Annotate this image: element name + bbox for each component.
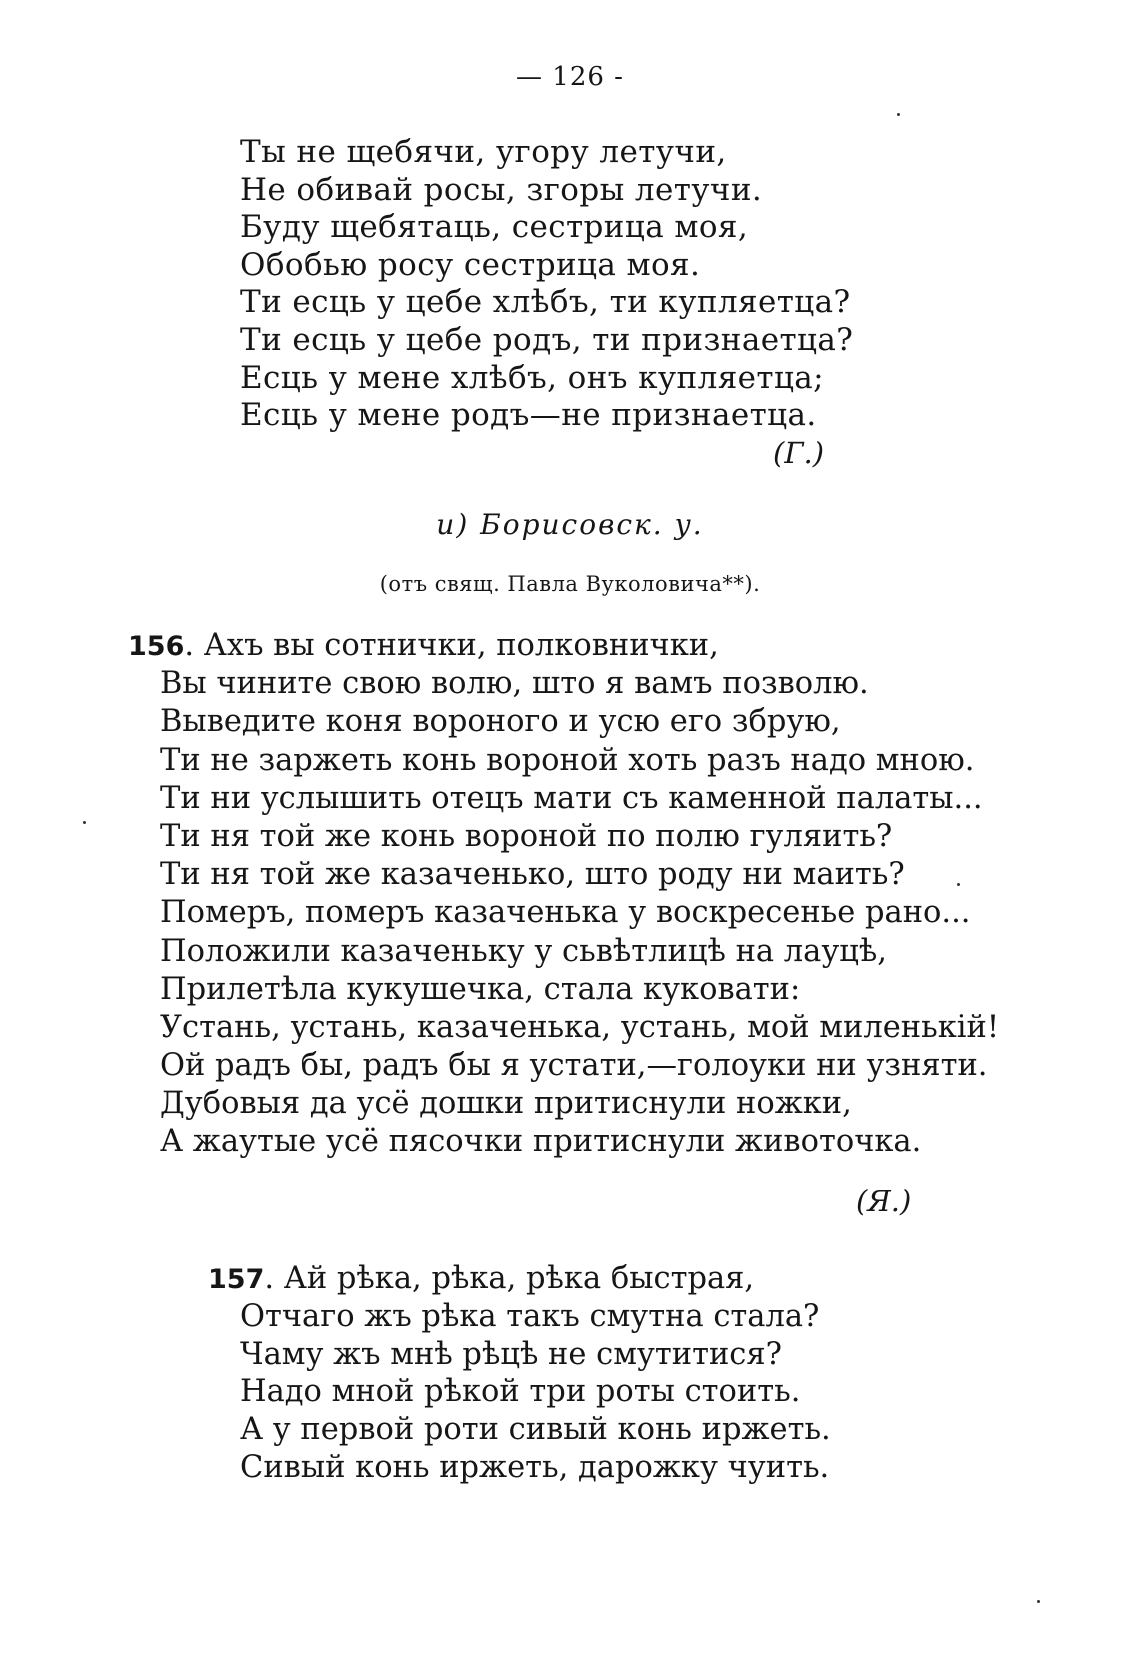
verse-line: Сивый конь иржеть, дарожку чуить.	[240, 1449, 830, 1485]
scan-speck	[83, 821, 86, 824]
verse-line: Ти есць у цебе хлѣбъ, ти купляетца?	[240, 284, 851, 321]
verse-line: Положили казаченьку у сьвѣтлицѣ на лауцѣ,	[160, 933, 887, 969]
verse-line: Ой радъ бы, радъ бы я устати,—голоуки ни узняти.	[160, 1048, 988, 1084]
stanza-1	[240, 134, 853, 435]
source-attribution: (Г.)	[773, 436, 825, 470]
section-heading: и) Борисовск. у.	[436, 508, 704, 541]
verse-line: Отчаго жъ рѣка такъ смутна стала?	[240, 1298, 820, 1334]
scan-speck	[1037, 1600, 1040, 1603]
song-156	[128, 627, 999, 1162]
verse-line: Буду щебятаць, сестрица моя,	[240, 209, 749, 246]
verse-line: А жаутые усё пясочки притиснули животочка.	[160, 1124, 922, 1160]
scan-speck	[897, 113, 900, 116]
verse-line: Устань, устань, казаченька, устань, мой миленькій!	[160, 1009, 1000, 1045]
verse-line: Выведите коня вороного и усю его збрую,	[160, 704, 841, 740]
verse-line: . Ай рѣка, рѣка, рѣка быстрая,	[264, 1261, 755, 1296]
verse-line: Прилетѣла кукушечка, стала куковати:	[160, 971, 801, 1007]
song-first-line	[208, 1260, 831, 1298]
section-subheading: (отъ свящ. Павла Вуколовича**).	[379, 572, 761, 596]
verse-line: Дубовыя да усё дошки притиснули ножки,	[160, 1086, 852, 1122]
verse-line: Обобью росу сестрица моя.	[240, 246, 701, 283]
song-157	[208, 1260, 831, 1487]
verse-line: Ти не заржеть конь вороной хоть разъ надо мною.	[160, 742, 975, 778]
verse-line: . Ахъ вы сотнички, полковнички,	[184, 628, 719, 663]
verse-line: Надо мной рѣкой три роты стоить.	[240, 1374, 801, 1410]
verse-line: Не обивай росы, згоры летучи.	[240, 171, 763, 208]
verse-line: А у первой роти сивый конь иржеть.	[240, 1412, 831, 1448]
song-first-line	[128, 627, 999, 665]
verse-line: Ти есць у цебе родъ, ти признаетца?	[240, 321, 854, 358]
song-number: 157	[208, 1264, 265, 1295]
verse-line: Вы чините свою волю, што я вамъ позволю.	[160, 666, 869, 702]
scan-speck	[957, 883, 960, 886]
verse-line: Ты не щебячи, угору летучи,	[240, 134, 727, 170]
verse-line: Чаму жъ мнѣ рѣцѣ не смутитися?	[240, 1336, 782, 1372]
verse-line: Есць у мене родъ—не признаетца.	[240, 397, 817, 434]
verse-line: Ти ни услышить отецъ мати съ каменной палаты...	[160, 780, 983, 816]
verse-line: Померъ, померъ казаченька у воскресенье рано...	[160, 895, 971, 931]
verse-line: Ти ня той же казаченько, што роду ни маить?	[160, 857, 905, 893]
source-attribution: (Я.)	[856, 1184, 912, 1218]
verse-line: Ти ня той же конь вороной по полю гуляить?	[160, 818, 893, 854]
verse-line: Есць у мене хлѣбъ, онъ купляетца;	[240, 359, 825, 396]
page-number: — 126 -	[516, 62, 624, 92]
song-number: 156	[128, 631, 185, 662]
